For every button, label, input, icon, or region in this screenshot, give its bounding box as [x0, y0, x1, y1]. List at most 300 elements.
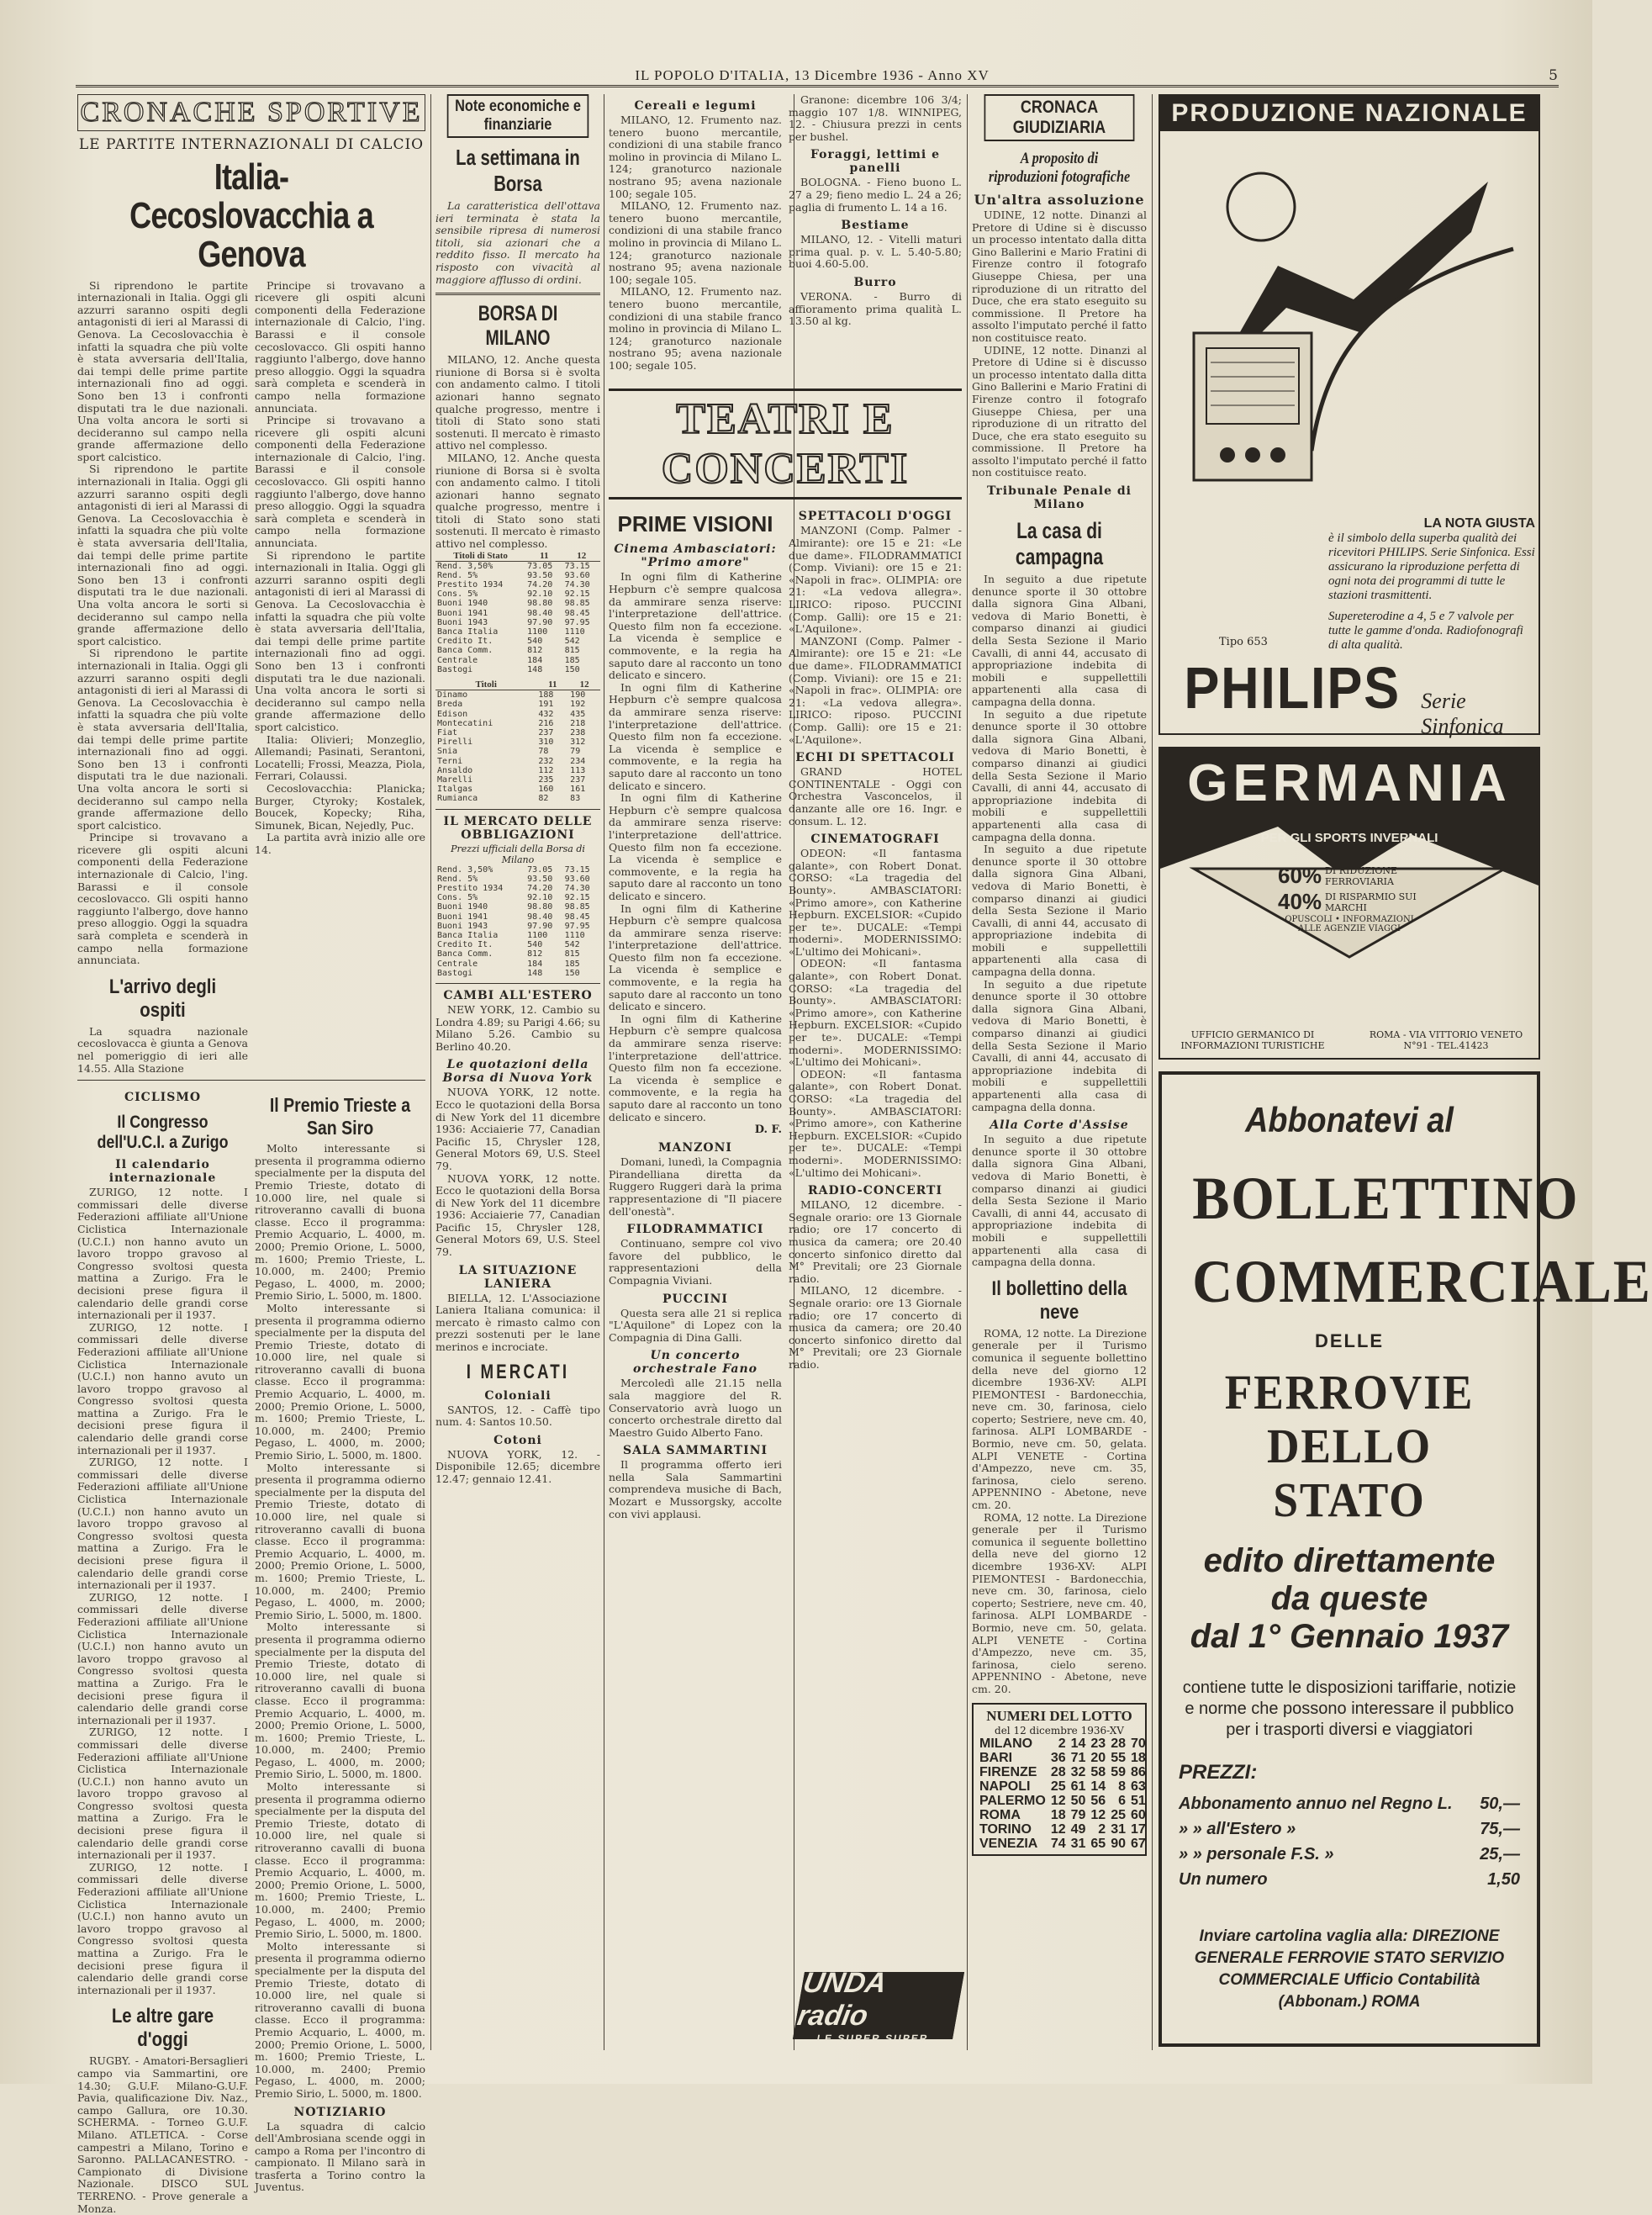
- lotto-number: 90: [1111, 1836, 1126, 1851]
- cambi-text: NEW YORK, 12. Cambio su Londra 4.89; su Parigi 4.66; su Milano 5.26. Cambio su Berlino 40.20.: [435, 1002, 600, 1053]
- filodrammatici-headline: FILODRAMMATICI: [626, 1223, 764, 1237]
- germania-pct1: 60%: [1278, 863, 1322, 888]
- lotto-number: 20: [1090, 1750, 1106, 1765]
- lotto-city: BARI: [979, 1750, 1013, 1765]
- table-cell: Rend. 5%: [437, 874, 478, 884]
- lotto-number: 25: [1050, 1779, 1066, 1794]
- cotoni-text: NUOVA YORK, 12. - Disponibile 12.65; dicembre 12.47; gennaio 12.41.: [435, 1447, 600, 1485]
- table-cell: 312: [570, 737, 586, 748]
- table-cell: 185: [564, 959, 580, 969]
- table-cell: 191: [538, 700, 554, 710]
- table-cell: 310: [538, 737, 554, 748]
- prime-visioni-headline: PRIME VISIONI: [617, 511, 773, 537]
- table-cell: 74.20: [527, 883, 553, 893]
- sport-lead-repeat: Principe si trovavano a ricevere gli ospiti alcuni componenti della Federazione internazionale di Calcio, l'ing. Barassi e il console cecoslovacco. Gli ospiti hanno raggiunto l'albergo, dove hanno preso alloggio. Oggi la squadra sarà completa e scenderà in campo nella formazione annunciata.: [77, 831, 248, 967]
- tribunale-label: Tribunale Penale di Milano: [987, 484, 1132, 512]
- table-cell: 97.95: [564, 921, 590, 931]
- altre-gare-headline: Le altre gare d'oggi: [111, 2005, 214, 2052]
- table-cell: Dinamo: [437, 690, 468, 700]
- arrivo-text: La squadra nazionale cecoslovacca è giunta a Genova nel pomeriggio di ieri alle 14.55. Alla Stazione: [77, 1024, 248, 1075]
- table-cell: 74.30: [564, 580, 590, 590]
- table-row: [435, 757, 600, 766]
- table-row: [435, 656, 600, 665]
- trieste-headline: Il Premio Trieste a San Siro: [269, 1094, 411, 1139]
- cinema-headline: Cinema Ambasciatori: "Primo amore": [614, 542, 777, 570]
- table-cell: 192: [570, 700, 586, 710]
- table-cell: 812: [527, 949, 543, 959]
- table-cell: Buoni 1943: [437, 921, 488, 931]
- casa-headline: La casa di campagna: [1015, 518, 1104, 570]
- ny-text-repeat: NUOVA YORK, 12 notte. Ecco le quotazioni della Borsa di New York del 11 dicembre 1936: Acciaierie 77, Canadian Pacific 15, Chrysler 128, General Motors 69, U.S. Steel 79.: [435, 1171, 600, 1259]
- philips-brand: PHILIPS: [1184, 655, 1401, 721]
- casa-text-repeat: In seguito a due ripetute denunce sporte il 30 ottobre dalla signora Gina Albani, vedova di Mario Bonetti, è comparso dinanzi ai giudici della Sesta Sezione il Mario Cavalli, di anni 44, accusato di appropriazione indebita di mobili e suppellettili appartenenti alla casa di campagna della donna.: [972, 977, 1147, 1113]
- concerto-text: Mercoledì alle 21.15 nella sala maggiore del R. Conservatorio avrà luogo un concerto orchestrale diretto dal Maestro Guido Alberto Fano.: [609, 1377, 782, 1439]
- lotto-sub: del 12 dicembre 1936-XV: [995, 1724, 1124, 1737]
- lotto-number: 61: [1070, 1779, 1086, 1794]
- table-cell: 112: [538, 765, 554, 775]
- table-cell: 73.05: [527, 561, 553, 571]
- ny-text: NUOVA YORK, 12 notte. Ecco le quotazioni della Borsa di New York del 11 dicembre 1936: Acciaierie 77, Canadian Pacific 15, Chrysler 128, General Motors 69, U.S. Steel 79.: [435, 1086, 600, 1172]
- table-cell: Banca Comm.: [437, 949, 493, 959]
- table-cell: 237: [570, 774, 586, 785]
- masthead: [76, 66, 1559, 87]
- table-cell: 542: [564, 940, 580, 950]
- table-cell: Pirelli: [437, 737, 473, 748]
- note-circle-icon: [1227, 173, 1295, 241]
- bollettino-line7: da queste: [1270, 1579, 1428, 1617]
- radio-headline: RADIO-CONCERTI: [807, 1184, 942, 1198]
- table-cell: 1100: [527, 930, 548, 940]
- philips-illustration: [1160, 131, 1539, 484]
- trieste-text-repeat: Molto interessante si presenta il programma odierno specialmente per la disputa del Premio Trieste, dotato di 10.000 lire, nel quale si ritroveranno cavalli di buona classe. Ecco il programma: Premio Acquario, L. 4000, m. 2000; Premio Orione, L. 5000, m. 1600; Premio Trieste, L. 10.000, m. 2400; Premio Pegaso, L. 4000, m. 2000; Premio Sirio, L. 5000, m. 1800.: [255, 1620, 425, 1781]
- puccini-text: Questa sera alle 21 si replica "L'Aquilone" di Lopez con la Compagnia di Dina Galli.: [609, 1306, 782, 1344]
- table-cell: 234: [570, 756, 586, 766]
- table-row: [435, 884, 600, 893]
- table-cell: 73.15: [564, 864, 590, 875]
- sport-continued-repeat: Si riprendono le partite internazionali in Italia. Oggi gli azzurri saranno ospiti degli antagonisti di ieri al Marassi di Genova. La Cecoslovacchia è infatti la squadra che più volte è stata avversaria dell'Italia, dai tempi delle prime partite internazionali fino ad oggi. Sono ben 13 i confronti disputati tra le due nazionali. Una volta ancora le sorti si decideranno sul campo nella grande affermazione dello sport calcistico.: [255, 548, 425, 733]
- radio-text: MILANO, 12 dicembre. - Segnale orario: ore 13 Giornale radio; ore 17 concerto di musica da camera; ore 20.40 concerto sinfonico diretto dal M° Previtali; ore 23 Giornale radio.: [789, 1198, 962, 1285]
- filodrammatici-text: Continuano, sempre col vivo favore del pubblico, le rappresentazioni della Compagnia Viviani.: [609, 1237, 782, 1287]
- laniera-text: BIELLA, 12. L'Associazione Laniera Italiana comunica: il mercato è rimasto calmo con prezzi sostenuti per le lane merinos e incrociate.: [435, 1291, 600, 1354]
- table-row: [435, 766, 600, 775]
- corte-label: Alla Corte d'Assise: [990, 1118, 1129, 1133]
- lotto-number: 28: [1111, 1736, 1126, 1751]
- table-cell: Credito It.: [437, 637, 493, 647]
- bestiame-headline: Bestiame: [841, 219, 910, 233]
- borsa-table-2: [435, 679, 600, 803]
- table-header: Titoli di Stato: [435, 551, 525, 562]
- table-header: 12: [563, 551, 600, 562]
- table-row: [435, 609, 600, 618]
- table-cell: Buoni 1940: [437, 902, 488, 912]
- table-cell: Italgas: [437, 785, 473, 795]
- sport-continued: Principe si trovavano a ricevere gli ospiti alcuni componenti della Federazione internazionale di Calcio, l'ing. Barassi e il console cecoslovacco. Gli ospiti hanno raggiunto l'albergo, dove hanno preso alloggio. Oggi la squadra sarà completa e scenderà in campo nella formazione annunciata.: [255, 278, 425, 415]
- table-cell: 218: [570, 718, 586, 728]
- radio-text-repeat: MILANO, 12 dicembre. - Segnale orario: ore 13 Giornale radio; ore 17 concerto di musica da camera; ore 20.40 concerto sinfonico diretto dal M° Previtali; ore 23 Giornale radio.: [789, 1284, 962, 1371]
- table-row: [435, 627, 600, 637]
- lotto-number: 6: [1118, 1793, 1126, 1808]
- casa-text-repeat: In seguito a due ripetute denunce sporte il 30 ottobre dalla signora Gina Albani, vedova di Mario Bonetti, è comparso dinanzi ai giudici della Sesta Sezione il Mario Cavalli, di anni 44, accusato di appropriazione indebita di mobili e suppellettili appartenenti alla casa di campagna della donna.: [972, 707, 1147, 843]
- masthead-title: IL POPOLO D'ITALIA, 13 Dicembre 1936 - Anno XV: [635, 66, 990, 83]
- table-cell: Banca Comm.: [437, 646, 493, 656]
- lotto-number: 14: [1070, 1736, 1086, 1751]
- lotto-row: [977, 1822, 1148, 1837]
- table-cell: 184: [527, 959, 543, 969]
- table-cell: Snia: [437, 747, 458, 757]
- bollettino-ad: [1159, 1071, 1652, 2047]
- table-row: [435, 700, 600, 709]
- column-rule: [430, 94, 431, 2050]
- casa-text: In seguito a due ripetute denunce sporte il 30 ottobre dalla signora Gina Albani, vedova di Mario Bonetti, è comparso dinanzi ai giudici della Sesta Sezione il Mario Cavalli, di anni 44, accusato di appropriazione indebita di mobili e suppellettili appartenenti alla casa di campagna della donna.: [972, 573, 1147, 708]
- obbligazioni-sub: Prezzi ufficiali della Borsa di Milano: [451, 843, 585, 865]
- cinema-text-repeat: In ogni film di Katherine Hepburn c'è sempre qualcosa da ammirare senza riserve: l'interpretazione dell'attrice. Questo film non fa eccezione. La vicenda è semplice e commovente, e la regia ha saputo dare al racconto un tono delicato e sincero.: [609, 1012, 782, 1123]
- lotto-row: [977, 1794, 1148, 1808]
- table-cell: 150: [564, 664, 580, 674]
- table-cell: 73.05: [527, 864, 553, 875]
- lotto-city: VENEZIA: [979, 1836, 1038, 1851]
- table-cell: 216: [538, 718, 554, 728]
- giudiziaria-headline: A proposito di riproduzioni fotografiche: [988, 150, 1131, 186]
- lotto-number: 36: [1050, 1750, 1066, 1765]
- neve-headline: Il bollettino della neve: [991, 1277, 1127, 1324]
- table-cell: Cons. 5%: [437, 589, 478, 600]
- giudiziaria-text: UDINE, 12 notte. Dinanzi al Pretore di Udine si è discusso un processo intentato dalla ditta Gino Ballerini e Mario Fratini di Firenze contro il fotografo Giuseppe Chiesa, per una riproduzione di un ritratto del Duce, che era stato eseguito su commissione. Il Pretore ha assolto l'imputato perché il fatto non costituisce reato.: [972, 209, 1147, 344]
- table-row: [435, 940, 600, 949]
- lotto-number: 17: [1131, 1821, 1146, 1837]
- table-cell: 98.80: [527, 902, 553, 912]
- borsa-milano-text: MILANO, 12. Anche questa riunione di Borsa si è svolta con andamento calmo. I titoli azionari hanno segnato qualche progresso, mentre i titoli di Stato sono stati sostenuti. Il mercato è rimasto attivo nel complesso.: [435, 353, 600, 452]
- table-cell: 432: [538, 709, 554, 719]
- ciclismo-label: CICLISMO: [124, 1091, 202, 1105]
- trieste-text-repeat: Molto interessante si presenta il programma odierno specialmente per la disputa del Premio Trieste, dotato di 10.000 lire, nel quale si ritroveranno cavalli di buona classe. Ecco il programma: Premio Acquario, L. 4000, m. 2000; Premio Orione, L. 5000, m. 1600; Premio Trieste, L. 10.000, m. 2400; Premio Pegaso, L. 4000, m. 2000; Premio Sirio, L. 5000, m. 1800.: [255, 1301, 425, 1462]
- table-cell: 97.90: [527, 921, 553, 931]
- philips-serie: Serie Sinfonica: [1421, 689, 1504, 738]
- partita-orario: La partita avrà inizio alle ore 14.: [255, 831, 425, 856]
- sport-kicker: LE PARTITE INTERNAZIONALI DI CALCIO: [78, 136, 425, 153]
- table-header: 11: [536, 679, 568, 690]
- table-row: [435, 785, 600, 794]
- mercati-headline: I MERCATI: [466, 1360, 570, 1383]
- table-row: [435, 599, 600, 608]
- lotto-number: 25: [1111, 1807, 1126, 1822]
- cinematografi-headline: CINEMATOGRAFI: [810, 833, 940, 847]
- giudiziaria-sub: Un'altra assoluzione: [974, 192, 1145, 208]
- table-cell: 184: [527, 655, 543, 665]
- echi-text: GRAND HOTEL CONTINENTALE - Oggi con Orchestra Vasconcelos, il danzante alle ore 16. Ingr. e consum. L. 12.: [789, 765, 962, 827]
- table-header: 11: [525, 551, 562, 562]
- lotto-city: MILANO: [979, 1736, 1033, 1751]
- sport-lead: Si riprendono le partite internazionali in Italia. Oggi gli azzurri saranno ospiti degli antagonisti di ieri al Marassi di Genova. La Cecoslovacchia è infatti la squadra che più volte è stata avversaria dell'Italia, dai tempi delle prime partite internazionali fino ad oggi. Sono ben 13 i confronti disputati tra le due nazionali. Una volta ancora le sorti si decideranno sul campo nella grande affermazione dello sport calcistico.: [77, 278, 248, 463]
- lotto-number: 12: [1050, 1821, 1066, 1837]
- table-cell: Banca Italia: [437, 930, 499, 940]
- price-value-personale: 25,—: [1480, 1844, 1520, 1863]
- table-row: [435, 589, 600, 599]
- bollettino-desc: contiene tutte le disposizioni tariffarie, notizie e norme che possono interessare il pubblico per i trasporti diversi e viaggiatori: [1182, 1678, 1517, 1739]
- congresso-text-repeat: ZURIGO, 12 notte. I commissari delle diverse Federazioni affiliate all'Unione Ciclistica Internazionale (U.C.I.) non hanno avuto un lavoro troppo gravoso al Congresso svoltosi questa mattina a Zurigo. Fra le decisioni prese figura il calendario delle grandi corse internazionali per il 1937.: [77, 1726, 248, 1862]
- lotto-row: [977, 1737, 1148, 1751]
- bollettino-line6: edito direttamente: [1203, 1541, 1496, 1579]
- lotto-number: 60: [1131, 1807, 1146, 1822]
- borsa-week-text: La caratteristica dell'ottava ieri terminata è stata la sensibile ripresa di numerosi titoli, sia azionari che a reddito fisso. Il mercato ha risposto con vivacità al maggiore afflusso di ordini.: [435, 199, 600, 286]
- table-cell: 82: [538, 794, 549, 804]
- table-cell: Buoni 1941: [437, 608, 488, 618]
- table-cell: 235: [538, 774, 554, 785]
- table-cell: 98.45: [564, 608, 590, 618]
- table-row: [435, 646, 600, 655]
- table-cell: 113: [570, 765, 586, 775]
- price-label-numero: Un numero: [1179, 1869, 1268, 1889]
- notiziario-text: La squadra di calcio dell'Ambrosiana scende oggi in campo a Roma per l'incontro di campionato. Il Milano sarà in trasferta a Torino contro la Juventus.: [255, 2119, 425, 2194]
- table-cell: 93.60: [564, 874, 590, 884]
- germania-info: OPUSCOLI • INFORMAZIONI ALLE AGENZIE VIAGGI: [1285, 915, 1414, 933]
- table-cell: Buoni 1941: [437, 912, 488, 922]
- table-cell: Buoni 1943: [437, 617, 488, 627]
- table-cell: 98.85: [564, 902, 590, 912]
- table-cell: 97.95: [564, 617, 590, 627]
- table-row: [435, 637, 600, 646]
- sport-headline: Italia-Cecoslovacchia a Genova: [129, 156, 373, 276]
- lotto-number: 71: [1070, 1750, 1086, 1765]
- borsa-week-headline: La settimana in Borsa: [456, 145, 580, 196]
- critic-signature: D. F.: [754, 1123, 782, 1137]
- lotto-number: 59: [1111, 1764, 1126, 1779]
- germania-ad: [1159, 747, 1540, 1060]
- cinema-text-repeat: In ogni film di Katherine Hepburn c'è sempre qualcosa da ammirare senza riserve: l'interpretazione dell'attrice. Questo film non fa eccezione. La vicenda è semplice e commovente, e la regia ha saputo dare al racconto un tono delicato e sincero.: [609, 680, 782, 792]
- cereali-text: MILANO, 12. Frumento naz. tenero buono mercantile, condizioni di una stabile franco molino in provincia di Milano L. 124; granoturco nazionale nostrano 95; avena nazionale 100; segale 105.: [609, 114, 782, 200]
- manzoni-headline: MANZONI: [658, 1141, 732, 1155]
- table-row: [435, 875, 600, 884]
- table-row: [435, 747, 600, 756]
- table-cell: Rend. 5%: [437, 570, 478, 580]
- philips-nota-text: è il simbolo della superba qualità dei ricevitori PHILIPS. Serie Sinfonica. Essi assicurano la riproduzione perfetta di ogni nota dei programmi di tutte le stazioni trasmittenti.: [1328, 531, 1535, 602]
- price-value-estero: 75,—: [1480, 1819, 1520, 1838]
- bollettino-prezzi: PREZZI:: [1179, 1760, 1258, 1784]
- lotto-city: ROMA: [979, 1807, 1021, 1822]
- lotto-number: 51: [1131, 1793, 1146, 1808]
- cotoni-label: Cotoni: [493, 1433, 542, 1447]
- price-label-estero: » » all'Estero »: [1179, 1819, 1296, 1838]
- lotto-number: 18: [1050, 1807, 1066, 1822]
- lotto-number: 2: [1058, 1736, 1066, 1751]
- trieste-text: Molto interessante si presenta il programma odierno specialmente per la disputa del Premio Trieste, dotato di 10.000 lire, nel quale si ritroveranno cavalli di buona classe. Ecco il programma: Premio Acquario, L. 4000, m. 2000; Premio Orione, L. 5000, m. 1600; Premio Trieste, L. 10.000, m. 2400; Premio Pegaso, L. 4000, m. 2000; Premio Sirio, L. 5000, m. 1800.: [255, 1142, 425, 1303]
- echi-headline: ECHI DI SPETTACOLI: [795, 751, 955, 765]
- table-cell: 1110: [564, 930, 585, 940]
- germania-pct1-text: DI RIDUZIONE FERROVIARIA: [1325, 864, 1398, 887]
- table-cell: 435: [570, 709, 586, 719]
- altre-gare-text: RUGBY. - Amatori-Bersaglieri campo via Sammartini, ore 14.30; G.U.F. Milano-G.U.F. Pavia, qualificazione Div. Naz., campo Gallura, ore 10.30. SCHERMA. - Torneo G.U.F. Milano. ATLETICA. - Corse campestri a Milano, Torino e Saronno. PALLACANESTRO. - Campionato di Divisione Nazionale. DISCO SUL TERRENO. - Prove generale a Monza.: [77, 2054, 248, 2215]
- table-row: [435, 775, 600, 785]
- philips-models-text: Supereterodine a 4, 5 e 7 valvole per tutte le gamme d'onda. Radiofonografi di alta qualità.: [1328, 610, 1523, 652]
- table-row: [435, 922, 600, 931]
- table-cell: 540: [527, 637, 543, 647]
- table-cell: 812: [527, 646, 543, 656]
- lotto-number: 32: [1070, 1764, 1086, 1779]
- table-row: [435, 949, 600, 959]
- germania-footer-left: UFFICIO GERMANICO DI INFORMAZIONI TURISTICHE: [1180, 1029, 1325, 1051]
- cambi-headline: CAMBI ALL'ESTERO: [443, 988, 593, 1002]
- price-value-numero: 1,50: [1487, 1869, 1520, 1889]
- congresso-text-repeat: ZURIGO, 12 notte. I commissari delle diverse Federazioni affiliate all'Unione Ciclistica Internazionale (U.C.I.) non hanno avuto un lavoro troppo gravoso al Congresso svoltosi questa mattina a Zurigo. Fra le decisioni prese figura il calendario delle grandi corse internazionali per il 1937.: [77, 1590, 248, 1726]
- neve-text-repeat: ROMA, 12 notte. La Direzione generale per il Turismo comunica il seguente bollettino della neve del giorno 12 dicembre 1936-XV: ALPI PIEMONTESI - Bardonecchia, neve cm. 30, farinosa, cielo coperto; Sestriere, neve cm. 40, farinosa. ALPI LOMBARDE - Bormio, neve cm. 50, gelata. ALPI VENETE - Cortina d'Ampezzo, neve cm. 35, farinosa, cielo sereno. APPENNINO - Abetone, neve cm. 20.: [972, 1510, 1147, 1695]
- lotto-number: 14: [1090, 1779, 1106, 1794]
- lotto-row: [977, 1751, 1148, 1765]
- foraggi-headline: Foraggi, lettimi e panelli: [810, 148, 940, 176]
- cinematografi-text-repeat: ODEON: «Il fantasma galante», con Robert Donat. CORSO: «La tragedia del Bounty». AMBASCIATORI: «Primo amore», con Katherine Hepburn. EXCELSIOR: «Cupido per te». DUCALE: «Tempi moderni». MODERNISSIMO: «L'ultimo dei Mohicani».: [789, 957, 962, 1069]
- unda-slogan: LE SUPER SUPER: [815, 2033, 930, 2044]
- formazione-cecoslovacchia: Cecoslovacchia: Planicka; Burger, Ctyroky; Kostalek, Boucek, Kopecky; Riha, Simunek, Bican, Nejedly, Puc.: [255, 781, 425, 832]
- borsa-table: [435, 551, 600, 674]
- lotto-number: 2: [1098, 1821, 1106, 1837]
- lotto-number: 8: [1118, 1779, 1126, 1794]
- table-cell: 98.85: [564, 599, 590, 609]
- table-cell: 238: [570, 727, 586, 737]
- germania-footer-right: ROMA - VIA VITTORIO VENETO N°91 - TEL.41423: [1369, 1029, 1523, 1051]
- congresso-headline: Il Congresso dell'U.C.I. a Zurigo: [97, 1113, 229, 1153]
- philips-banner: PRODUZIONE NAZIONALE: [1160, 96, 1539, 131]
- table-cell: Edison: [437, 709, 468, 719]
- table-cell: 78: [538, 747, 549, 757]
- sport-column: [77, 94, 425, 2215]
- lotto-row: [977, 1808, 1148, 1822]
- table-cell: 92.15: [564, 589, 590, 600]
- table-row: [435, 893, 600, 902]
- table-row: [435, 931, 600, 940]
- table-cell: 148: [527, 664, 543, 674]
- table-cell: 1100: [527, 627, 548, 637]
- manzoni-text: Domani, lunedì, la Compagnia Pirandelliana diretta da Ruggero Ruggeri darà la prima rappresentazione di "Il piacere dell'onestà".: [609, 1155, 782, 1218]
- table-row: [435, 865, 600, 875]
- philips-ad: [1159, 94, 1540, 738]
- sport-lead-repeat: Si riprendono le partite internazionali in Italia. Oggi gli azzurri saranno ospiti degli antagonisti di ieri al Marassi di Genova. La Cecoslovacchia è infatti la squadra che più volte è stata avversaria dell'Italia, dai tempi delle prime partite internazionali fino ad oggi. Sono ben 13 i confronti disputati tra le due nazionali. Una volta ancora le sorti si decideranno sul campo nella grande affermazione dello sport calcistico.: [77, 647, 248, 832]
- congresso-text-repeat: ZURIGO, 12 notte. I commissari delle diverse Federazioni affiliate all'Unione Ciclistica Internazionale (U.C.I.) non hanno avuto un lavoro troppo gravoso al Congresso svoltosi questa mattina a Zurigo. Fra le decisioni prese figura il calendario delle grandi corse internazionali per il 1937.: [77, 1860, 248, 1996]
- trieste-text-repeat: Molto interessante si presenta il programma odierno specialmente per la disputa del Premio Trieste, dotato di 10.000 lire, nel quale si ritroveranno cavalli di buona classe. Ecco il programma: Premio Acquario, L. 4000, m. 2000; Premio Orione, L. 5000, m. 1600; Premio Trieste, L. 10.000, m. 2400; Premio Pegaso, L. 4000, m. 2000; Premio Sirio, L. 5000, m. 1800.: [255, 1461, 425, 1621]
- table-cell: 815: [564, 949, 580, 959]
- mercati-teatri-column: [609, 94, 962, 2054]
- lotto-number: 12: [1050, 1793, 1066, 1808]
- page-number: 5: [1549, 66, 1559, 84]
- table-cell: Prestito 1934: [437, 883, 504, 893]
- spettacoli-headline: SPETTACOLI D'OGGI: [798, 510, 953, 524]
- table-row: [435, 580, 600, 589]
- table-cell: Rend. 3,50%: [437, 864, 493, 875]
- cereali-headline: Cereali e legumi: [634, 99, 757, 113]
- philips-nota-title: LA NOTA GIUSTA: [1423, 516, 1535, 531]
- lotto-number: 70: [1131, 1736, 1146, 1751]
- table-cell: 815: [564, 646, 580, 656]
- congresso-sub: Il calendario internazionale: [108, 1158, 217, 1186]
- table-cell: 160: [538, 785, 554, 795]
- formazione-italia: Italia: Olivieri; Monzeglio, Allemandi; Pasinati, Serantoni, Locatelli; Frossi, Meazza, Piola, Ferrari, Colaussi.: [255, 732, 425, 783]
- coloniali-text: SANTOS, 12. - Caffè tipo num. 4: Santos 10.50.: [435, 1403, 600, 1429]
- ny-headline: Le quotazioni della Borsa di Nuova York: [442, 1058, 594, 1086]
- lotto-number: 55: [1111, 1750, 1126, 1765]
- neve-text: ROMA, 12 notte. La Direzione generale per il Turismo comunica il seguente bollettino della neve del giorno 12 dicembre 1936-XV: ALPI PIEMONTESI - Bardonecchia, neve cm. 30, farinosa, cielo coperto; Sestriere, neve cm. 40, farinosa. ALPI LOMBARDE - Bormio, neve cm. 50, gelata. ALPI VENETE - Cortina d'Ampezzo, neve cm. 35, farinosa, cielo sereno. APPENNINO - Abetone, neve cm. 20.: [972, 1326, 1147, 1512]
- lotto-city: TORINO: [979, 1821, 1032, 1837]
- cinema-text: In ogni film di Katherine Hepburn c'è sempre qualcosa da ammirare senza riserve: l'interpretazione dell'attrice. Questo film non fa eccezione. La vicenda è semplice e commovente, e la regia ha saputo dare al racconto un tono delicato e sincero.: [609, 570, 782, 682]
- table-cell: Ansaldo: [437, 765, 473, 775]
- lotto-number: 74: [1050, 1836, 1066, 1851]
- table-cell: Montecatini: [437, 718, 493, 728]
- bollettino-line2: BOLLETTINO: [1192, 1165, 1580, 1232]
- table-cell: 1110: [564, 627, 585, 637]
- lotto-number: 63: [1131, 1779, 1146, 1794]
- table-row: [435, 969, 600, 978]
- section-title-sport: CRONACHE SPORTIVE: [77, 94, 425, 131]
- borsa-milano-headline: BORSA DI MILANO: [478, 302, 558, 351]
- column-rule: [1152, 94, 1153, 2050]
- spettacoli-text: MANZONI (Comp. Palmer - Almirante): ore 15 e 21: «Le due dame». FILODRAMMATICI (Comp. Viviani): ore 15 e 21: «Napoli in frac». OLIMPIA: ore 21: «La vedova allegra». LIRICO: riposo. PUCCINI (Comp. Galli): ore 15 e 21: «L'Aquilone».: [789, 524, 962, 636]
- table-cell: Bastogi: [437, 664, 473, 674]
- coloniali-label: Coloniali: [484, 1388, 552, 1403]
- cinematografi-text: ODEON: «Il fantasma galante», con Robert Donat. CORSO: «La tragedia del Bounty». AMBASCIATORI: «Primo amore», con Katherine Hepburn. EXCELSIOR: «Cupido per te». DUCALE: «Tempi moderni». MODERNISSIMO: «L'ultimo dei Mohicani».: [789, 847, 962, 958]
- lotto-number: 31: [1070, 1836, 1086, 1851]
- sport-continued-repeat: Principe si trovavano a ricevere gli ospiti alcuni componenti della Federazione internazionale di Calcio, l'ing. Barassi e il console cecoslovacco. Gli ospiti hanno raggiunto l'albergo, dove hanno preso alloggio. Oggi la squadra sarà completa e scenderà in campo nella formazione annunciata.: [255, 414, 425, 550]
- table-row: [435, 794, 600, 803]
- lotto-number: 31: [1111, 1821, 1126, 1837]
- lotto-number: 58: [1090, 1764, 1106, 1779]
- casa-text-repeat: In seguito a due ripetute denunce sporte il 30 ottobre dalla signora Gina Albani, vedova di Mario Bonetti, è comparso dinanzi ai giudici della Sesta Sezione il Mario Cavalli, di anni 44, accusato di appropriazione indebita di mobili e suppellettili appartenenti alla casa di campagna della donna.: [972, 843, 1147, 979]
- germania-pct2-text: DI RISPARMIO SUI MARCHI: [1325, 891, 1417, 913]
- congresso-text: ZURIGO, 12 notte. I commissari delle diverse Federazioni affiliate all'Unione Ciclistica Internazionale (U.C.I.) non hanno avuto un lavoro troppo gravoso al Congresso svoltosi questa mattina a Zurigo. Fra le decisioni prese figura il calendario delle grandi corse internazionali per il 1937.: [77, 1186, 248, 1322]
- sammartini-text: Il programma offerto ieri nella Sala Sammartini comprendeva musiche di Bach, Mozart e Mussorgsky, accolte con vivi applausi.: [609, 1458, 782, 1520]
- cinematografi-text-repeat: ODEON: «Il fantasma galante», con Robert Donat. CORSO: «La tragedia del Bounty». AMBASCIATORI: «Primo amore», con Katherine Hepburn. EXCELSIOR: «Cupido per te». DUCALE: «Tempi moderni». MODERNISSIMO: «L'ultimo dei Mohicani».: [789, 1067, 962, 1179]
- lotto-number: 23: [1090, 1736, 1106, 1751]
- foraggi-text: BOLOGNA. - Fieno buono L. 27 a 29; fieno medio L. 24 a 26; paglia di frumento L. 14 a 16.: [789, 176, 962, 214]
- table-cell: 92.10: [527, 893, 553, 903]
- lotto-number: 50: [1070, 1793, 1086, 1808]
- table-row: [435, 902, 600, 912]
- table-cell: 97.90: [527, 617, 553, 627]
- table-cell: Terni: [437, 756, 463, 766]
- finance-column: [435, 94, 600, 2054]
- table-cell: Marelli: [437, 774, 473, 785]
- unda-brand: UNDA radio: [794, 1967, 889, 2032]
- price-value-regno: 50,—: [1480, 1794, 1520, 1813]
- bollettino-line4: DELLE: [1314, 1330, 1385, 1352]
- table-cell: 93.60: [564, 570, 590, 580]
- price-label-regno: Abbonamento annuo nel Regno L.: [1179, 1794, 1453, 1813]
- lotto-number: 86: [1131, 1764, 1146, 1779]
- column-rule: [967, 94, 968, 2050]
- table-cell: 540: [527, 940, 543, 950]
- lotto-headline: NUMERI DEL LOTTO: [986, 1707, 1132, 1724]
- bollettino-line8: dal 1° Gennaio 1937: [1190, 1617, 1509, 1655]
- burro-text: VERONA. - Burro di affioramento prima qualità L. 13.50 al kg.: [789, 289, 962, 328]
- lotto-number: 18: [1131, 1750, 1146, 1765]
- corte-text: In seguito a due ripetute denunce sporte il 30 ottobre dalla signora Gina Albani, vedova di Mario Bonetti, è comparso dinanzi ai giudici della Sesta Sezione il Mario Cavalli, di anni 44, accusato di appropriazione indebita di mobili e suppellettili appartenenti alla casa di campagna della donna.: [972, 1133, 1147, 1269]
- borsa-milano-text-repeat: MILANO, 12. Anche questa riunione di Borsa si è svolta con andamento calmo. I titoli azionari hanno segnato qualche progresso, mentre i titoli di Stato sono stati sostenuti. Il mercato è rimasto attivo nel complesso.: [435, 451, 600, 551]
- giudiziaria-column: [972, 94, 1147, 2054]
- table-cell: 92.15: [564, 893, 590, 903]
- lotto-number: 65: [1090, 1836, 1106, 1851]
- table-cell: Cons. 5%: [437, 893, 478, 903]
- table-cell: 98.40: [527, 912, 553, 922]
- lotto-city: NAPOLI: [979, 1779, 1031, 1794]
- table-row: [435, 737, 600, 747]
- table-cell: Centrale: [437, 959, 478, 969]
- notiziario-label: NOTIZIARIO: [293, 2105, 387, 2119]
- table-cell: 83: [570, 794, 581, 804]
- table-cell: Rumianca: [437, 794, 478, 804]
- concerto-headline: Un concerto orchestrale Fano: [633, 1349, 757, 1377]
- table-cell: Prestito 1934: [437, 580, 504, 590]
- table-row: [435, 618, 600, 627]
- table-row: [435, 571, 600, 580]
- lotto-city: FIRENZE: [979, 1764, 1037, 1779]
- lotto-number: 56: [1090, 1793, 1106, 1808]
- cereali-text-repeat: MILANO, 12. Frumento naz. tenero buono mercantile, condizioni di una stabile franco molino in provincia di Milano L. 124; granoturco nazionale nostrano 95; avena nazionale 100; segale 105.: [609, 285, 782, 372]
- bollettino-line5: FERROVIE DELLO STATO: [1224, 1365, 1475, 1527]
